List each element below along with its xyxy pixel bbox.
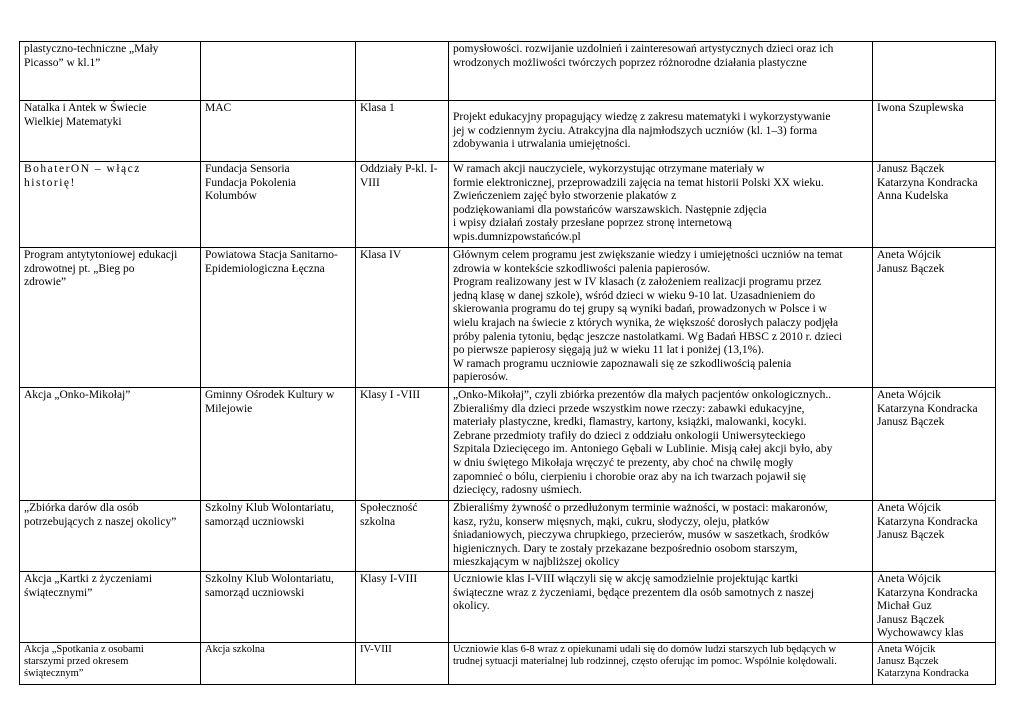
program-name-cell: plastyczno-techniczne „Mały Picasso” w kl.1” <box>20 42 201 101</box>
partner-cell: MAC <box>201 101 356 162</box>
description-cell: Zbieraliśmy żywność o przedłużonym terminie ważności, w postaci: makaronów, kasz, ryżu, konserw mięsnych, mąki, cukru, słodyczy, oleju, płatków śniadaniowych, pieczywa chrupkiego, przecierów, musów w saszetkach, środków higienicznych. Dary te zostały przekazane bezpośrednio osobom starszym, mieszkającym w najbliższej okolicy <box>449 501 873 572</box>
coordinators-cell: Aneta Wójcik Katarzyna Kondracka Janusz Bączek <box>873 501 996 572</box>
table-row <box>20 501 996 572</box>
coordinators-cell: Iwona Szuplewska <box>873 101 996 162</box>
partner-cell: Akcja szkolna <box>201 642 356 684</box>
partner-cell <box>201 42 356 101</box>
target-group-cell: Oddziały P-kl. I- VIII <box>356 162 449 248</box>
partner-cell: Gminny Ośrodek Kultury w Milejowie <box>201 388 356 501</box>
coordinators-cell: Janusz Bączek Katarzyna Kondracka Anna Kudelska <box>873 162 996 248</box>
table-row <box>20 572 996 643</box>
target-group-cell: IV-VIII <box>356 642 449 684</box>
program-name-cell: BohaterON – włącz historię! <box>20 162 201 248</box>
target-group-cell: Klasa 1 <box>356 101 449 162</box>
programs-table <box>19 41 996 685</box>
target-group-cell: Klasy I-VIII <box>356 572 449 643</box>
target-group-cell: Społeczność szkolna <box>356 501 449 572</box>
program-name-cell: Natalka i Antek w Świecie Wielkiej Matematyki <box>20 101 201 162</box>
description-cell: Głównym celem programu jest zwiększanie wiedzy i umiejętności uczniów na temat zdrowia w kontekście szkodliwości palenia papierosów. Program realizowany jest w IV klasach (z założeniem realizacji programu przez jedną klasę w danej szkole), wśród dzieci w wieku 9-10 lat. Uzasadnieniem do skierowania programu do tej grupy są wyniki badań, prowadzonych w Polsce i w wielu krajach na świecie z których wynika, że większość dorosłych palaczy podjęła próby palenia tytoniu, będąc jeszcze nastolatkami. Wg Badań HBSC z 2010 r. dzieci po pierwsze papierosy sięgają już w wieku 11 lat i poniżej (13,1%). W ramach programu uczniowie zapoznawali się ze szkodliwością palenia papierosów. <box>449 248 873 388</box>
program-name-cell: Akcja „Spotkania z osobami starszymi przed okresem świątecznym” <box>20 642 201 684</box>
description-cell: Uczniowie klas 6-8 wraz z opiekunami udali się do domów ludzi starszych lub będących w trudnej sytuacji materialnej lub rodzinnej, często oferując im pomoc. Wspólnie kolędowali. <box>449 642 873 684</box>
table-row <box>20 388 996 501</box>
description-cell: Projekt edukacyjny propagujący wiedzę z zakresu matematyki i wykorzystywanie jej w codziennym życiu. Atrakcyjna dla najmłodszych uczniów (kl. 1–3) forma zdobywania i utrwalania umiejętności. <box>449 101 873 162</box>
coordinators-cell: Aneta Wójcik Katarzyna Kondracka Janusz Bączek <box>873 388 996 501</box>
table-row <box>20 101 996 162</box>
program-name-cell: Program antytytoniowej edukacji zdrowotnej pt. „Bieg po zdrowie” <box>20 248 201 388</box>
table-row <box>20 642 996 684</box>
table-row <box>20 248 996 388</box>
target-group-cell <box>356 42 449 101</box>
coordinators-cell <box>873 42 996 101</box>
partner-cell: Szkolny Klub Wolontariatu, samorząd uczniowski <box>201 572 356 643</box>
coordinators-cell: Aneta Wójcik Katarzyna Kondracka Michał Guz Janusz Bączek Wychowawcy klas <box>873 572 996 643</box>
description-cell: W ramach akcji nauczyciele, wykorzystując otrzymane materiały w formie elektronicznej, przeprowadzili zajęcia na temat historii Polski XX wieku. Zwieńczeniem zajęć było stworzenie plakatów z podziękowaniami dla powstańców warszawskich. Następnie zdjęcia i wpisy działań zostały przesłane poprzez stronę internetową wpis.dumnizpowstańców.pl <box>449 162 873 248</box>
partner-cell: Fundacja Sensoria Fundacja Pokolenia Kolumbów <box>201 162 356 248</box>
coordinators-cell: Aneta Wójcik Janusz Bączek <box>873 248 996 388</box>
table-row <box>20 42 996 101</box>
program-name-cell: „Zbiórka darów dla osób potrzebujących z naszej okolicy” <box>20 501 201 572</box>
partner-cell: Powiatowa Stacja Sanitarno- Epidemiologiczna Łęczna <box>201 248 356 388</box>
target-group-cell: Klasy I -VIII <box>356 388 449 501</box>
program-name-cell: Akcja „Kartki z życzeniami świątecznymi” <box>20 572 201 643</box>
description-cell: Uczniowie klas I-VIII włączyli się w akcję samodzielnie projektując kartki świąteczne wraz z życzeniami, będące prezentem dla osób samotnych z naszej okolicy. <box>449 572 873 643</box>
description-cell: „Onko-Mikołaj”, czyli zbiórka prezentów dla małych pacjentów onkologicznych.. Zbieraliśmy dla dzieci przede wszystkim nowe rzeczy: zabawki edukacyjne, materiały plastyczne, kredki, flamastry, kartony, książki, malowanki, kocyki. Zebrane przedmioty trafiły do dzieci z oddziału onkologii Uniwersyteckiego Szpitala Dziecięcego im. Antoniego Gębali w Lublinie. Misją całej akcji było, aby w dniu świętego Mikołaja wręczyć te prezenty, aby choć na chwilę mogły zapomnieć o bólu, cierpieniu i chorobie oraz aby na ich twarzach pojawił się dziecięcy, radosny uśmiech. <box>449 388 873 501</box>
partner-cell: Szkolny Klub Wolontariatu, samorząd uczniowski <box>201 501 356 572</box>
description-cell: pomysłowości. rozwijanie uzdolnień i zainteresowań artystycznych dzieci oraz ich wrodzonych możliwości twórczych poprzez różnorodne działania plastyczne <box>449 42 873 101</box>
target-group-cell: Klasa IV <box>356 248 449 388</box>
coordinators-cell: Aneta Wójcik Janusz Bączek Katarzyna Kondracka <box>873 642 996 684</box>
program-name-cell: Akcja „Onko-Mikołaj” <box>20 388 201 501</box>
table-row <box>20 162 996 248</box>
